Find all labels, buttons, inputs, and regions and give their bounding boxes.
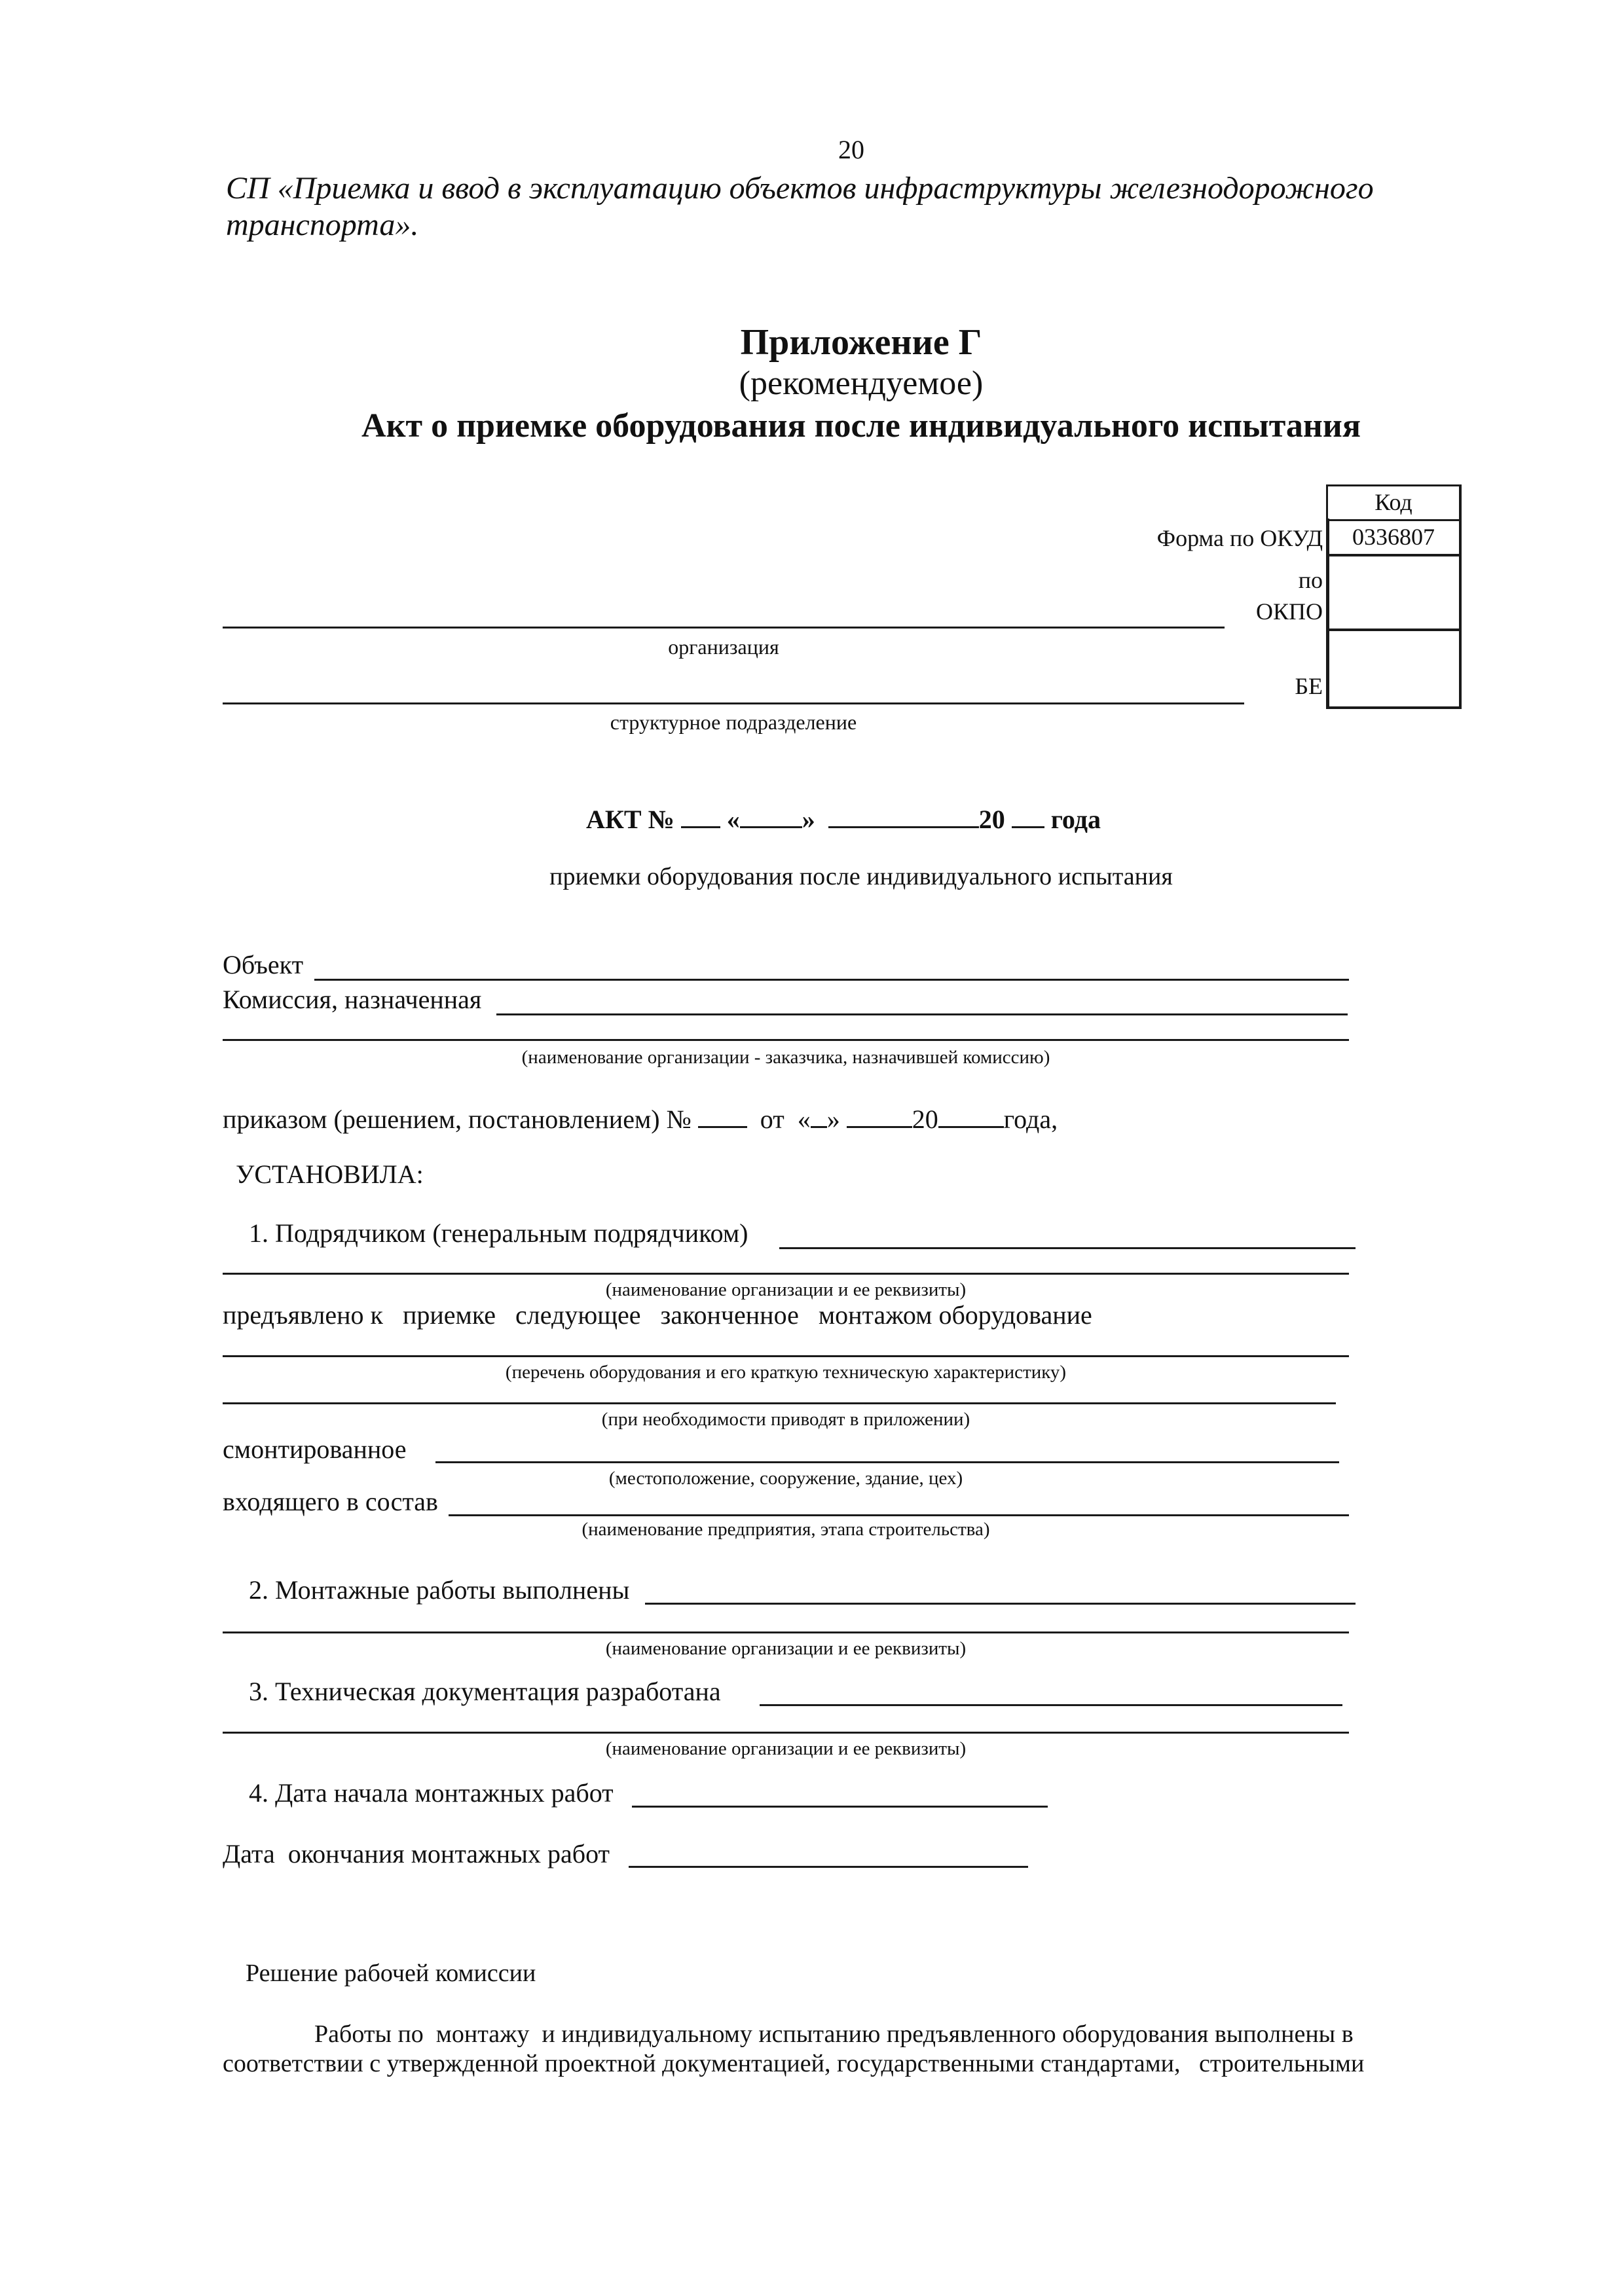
order-day-field[interactable] [811, 1100, 827, 1128]
commission-label: Комиссия, назначенная [223, 985, 482, 1014]
document-header: СП «Приемка и ввод в эксплуатацию объектов инфраструктуры железнодорожного транспорта». [226, 171, 1374, 242]
commission-field-2[interactable] [223, 1039, 1349, 1041]
order-number-field[interactable] [698, 1100, 747, 1128]
contractor-field-2[interactable] [223, 1273, 1349, 1275]
commission-field[interactable] [496, 1013, 1348, 1015]
okud-label: Форма по ОКУД [1156, 525, 1323, 551]
appendix-subtitle: (рекомендуемое) [739, 365, 984, 402]
okpo-label-2: ОКПО [1255, 598, 1323, 625]
okpo-label-1: по [1298, 567, 1323, 593]
code-table-left-border [1326, 519, 1329, 707]
decision-line-1: Работы по монтажу и индивидуальному испытанию предъявленного оборудования выполнены в [314, 2020, 1354, 2048]
installation-caption: (наименование организации и ее реквизиты) [605, 1638, 967, 1659]
contractor-caption: (наименование организации и ее реквизиты) [605, 1279, 967, 1300]
contractor-label: 1. Подрядчиком (генеральным подрядчиком) [249, 1218, 748, 1248]
contractor-field[interactable] [779, 1247, 1356, 1249]
act-subtitle: приемки оборудования после индивидуального испытания [549, 863, 1173, 890]
enterprise-caption: (наименование предприятия, этапа строительства) [581, 1519, 990, 1540]
installation-field[interactable] [645, 1603, 1356, 1605]
presented-text: предъявлено к приемке следующее законченное монтажом оборудование [223, 1300, 1092, 1330]
order-month-field[interactable] [847, 1100, 912, 1128]
composition-field[interactable] [449, 1514, 1349, 1516]
act-month-field[interactable] [828, 800, 979, 828]
location-caption: (местоположение, сооружение, здание, цех) [608, 1468, 963, 1489]
subdivision-caption: структурное подразделение [610, 710, 857, 734]
act-quote-open: « [726, 805, 740, 834]
equipment-caption: (перечень оборудования и его краткую техническую характеристику) [505, 1362, 1067, 1383]
order-quote-close: » [826, 1104, 840, 1134]
order-year-field[interactable] [938, 1100, 1004, 1128]
order-year-suffix: года, [1003, 1104, 1058, 1134]
act-title-line [586, 800, 1101, 835]
decision-line-2: соответствии с утвержденной проектной документацией, государственными стандартами, строительными [223, 2050, 1365, 2077]
object-field[interactable] [314, 979, 1349, 981]
act-label: АКТ № [586, 805, 674, 834]
documentation-caption: (наименование организации и ее реквизиты) [605, 1738, 967, 1759]
order-year-prefix: 20 [912, 1104, 938, 1134]
act-quote-close: » [802, 805, 815, 834]
object-label: Объект [223, 950, 304, 979]
order-prefix: приказом (решением, постановлением) № [223, 1104, 692, 1134]
organization-caption: организация [668, 635, 779, 659]
installation-label: 2. Монтажные работы выполнены [249, 1575, 630, 1605]
appendix-heading: Акт о приемке оборудования после индивидуального испытания [361, 407, 1361, 445]
start-date-label: 4. Дата начала монтажных работ [249, 1778, 614, 1808]
act-year-prefix: 20 [978, 805, 1005, 834]
act-year-field[interactable] [1012, 800, 1044, 828]
be-label: БЕ [1295, 673, 1323, 699]
subdivision-line[interactable] [223, 702, 1244, 704]
be-code-field[interactable] [1328, 631, 1459, 704]
commission-caption: (наименование организации - заказчика, назначившей комиссию) [521, 1047, 1050, 1068]
documentation-field-2[interactable] [223, 1732, 1349, 1734]
code-table [1326, 484, 1462, 709]
mounted-field[interactable] [435, 1461, 1339, 1463]
appendix-title: Приложение Г [740, 322, 982, 363]
act-year-suffix: года [1050, 805, 1101, 834]
appendix-caption: (при необходимости приводят в приложении) [601, 1409, 970, 1430]
act-number-field[interactable] [681, 800, 720, 828]
organization-line[interactable] [223, 627, 1225, 629]
order-quote-open: « [797, 1104, 811, 1134]
start-date-field[interactable] [632, 1806, 1048, 1808]
code-header: Код [1328, 486, 1459, 521]
mounted-label: смонтированное [223, 1434, 407, 1464]
act-day-field[interactable] [740, 800, 802, 828]
documentation-label: 3. Техническая документация разработана [249, 1677, 721, 1706]
okpo-code-field[interactable] [1328, 556, 1459, 631]
decision-title: Решение рабочей комиссии [246, 1959, 536, 1987]
order-line [223, 1100, 1058, 1135]
equipment-field-2[interactable] [223, 1402, 1336, 1404]
installation-field-2[interactable] [223, 1631, 1349, 1633]
page-number: 20 [838, 135, 864, 164]
equipment-field[interactable] [223, 1355, 1349, 1357]
order-ot: от [760, 1104, 784, 1134]
documentation-field[interactable] [760, 1704, 1342, 1706]
okud-code-value[interactable]: 0336807 [1328, 521, 1459, 556]
established-label: УСТАНОВИЛА: [236, 1159, 424, 1189]
composition-label: входящего в состав [223, 1487, 438, 1516]
end-date-field[interactable] [629, 1866, 1028, 1868]
end-date-label: Дата окончания монтажных работ [223, 1839, 610, 1868]
